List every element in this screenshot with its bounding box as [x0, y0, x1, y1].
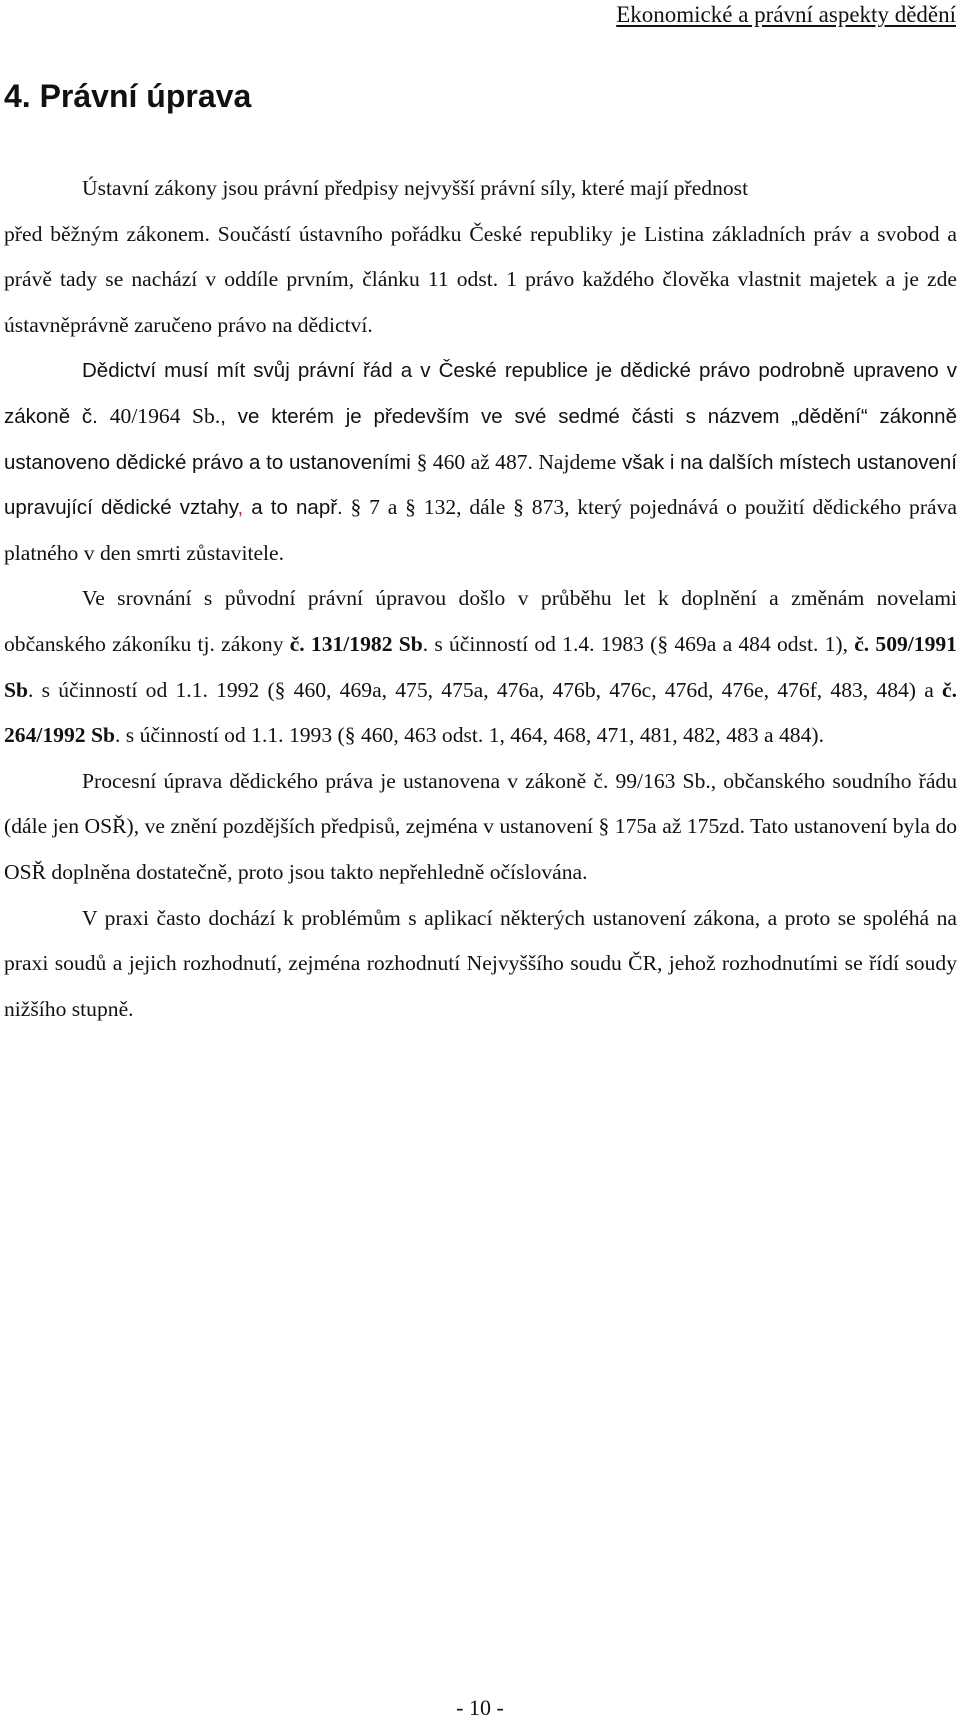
paragraph-5: V praxi často dochází k problémům s aplikací některých ustanovení zákona, a proto se spoléhá na praxi soudů a jejich rozhodnutí, zejména rozhodnutí Nejvyššího soudu ČR, jehož rozhodnutími se řídí soudy nižšího stupně.	[4, 905, 957, 1021]
paragraph-2: Dědictví musí mít svůj právní řád a v České republice je dědické právo podrobně upraveno v zákoně č. 40/1964 Sb., ve kterém je především ve své sedmé části s názvem „dědění“ zákonně ustanoveno dědické právo a to ustanoveními § 460 až 487. Najdeme však i na dalších místech ustanovení upravující dědické vztahy, a to např. § 7 a § 132, dále § 873, který pojednává o použití dědického práva platného v den smrti zůstavitele.	[4, 359, 958, 565]
paragraph-1-line-1: Ústavní zákony jsou právní předpisy nejvyšší právní síly, které mají přednost	[82, 176, 749, 200]
body-text	[4, 166, 957, 1032]
paragraph-3: Ve srovnání s původní právní úpravou došlo v průběhu let k doplnění a změnám novelami občanského zákoníku tj. zákony č. 131/1982 Sb. s účinností od 1.4. 1983 (§ 469a a 484 odst. 1), č. 509/1991 Sb. s účinností od 1.1. 1992 (§ 460, 469a, 475, 475a, 476a, 476b, 476c, 476d, 476e, 476f, 483, 484) a č. 264/1992 Sb. s účinností od 1.1. 1993 (§ 460, 463 odst. 1, 464, 468, 471, 481, 482, 483 a 484).	[4, 586, 957, 748]
law-reference: č. 509/1991 Sb	[4, 631, 957, 702]
page-number: - 10 -	[456, 1695, 504, 1720]
law-reference: č. 264/1992 Sb	[4, 677, 957, 748]
paragraph-1-continuation: před běžným zákonem. Součástí ústavního pořádku České republiky je Listina základních práv a svobod a právě tady se nachází v oddíle prvním, článku 11 odst. 1 právo každého člověka vlastnit majetek a je zde ústavněprávně zaručeno právo na dědictví.	[4, 221, 958, 337]
paragraph-1	[4, 166, 957, 212]
running-header: Ekonomické a právní aspekty dědění	[616, 2, 956, 27]
section-heading: 4. Právní úprava	[4, 78, 252, 114]
paragraph-4: Procesní úprava dědického práva je ustanovena v zákoně č. 99/163 Sb., občanského soudního řádu (dále jen OSŘ), ve znění pozdějších předpisů, zejména v ustanovení § 175a až 175zd. Tato ustanovení byla do OSŘ doplněna dostatečně, proto jsou takto nepřehledně očíslována.	[4, 768, 957, 884]
highlighted-comma: ,	[237, 496, 244, 520]
law-reference: č. 131/1982 Sb	[289, 631, 423, 656]
